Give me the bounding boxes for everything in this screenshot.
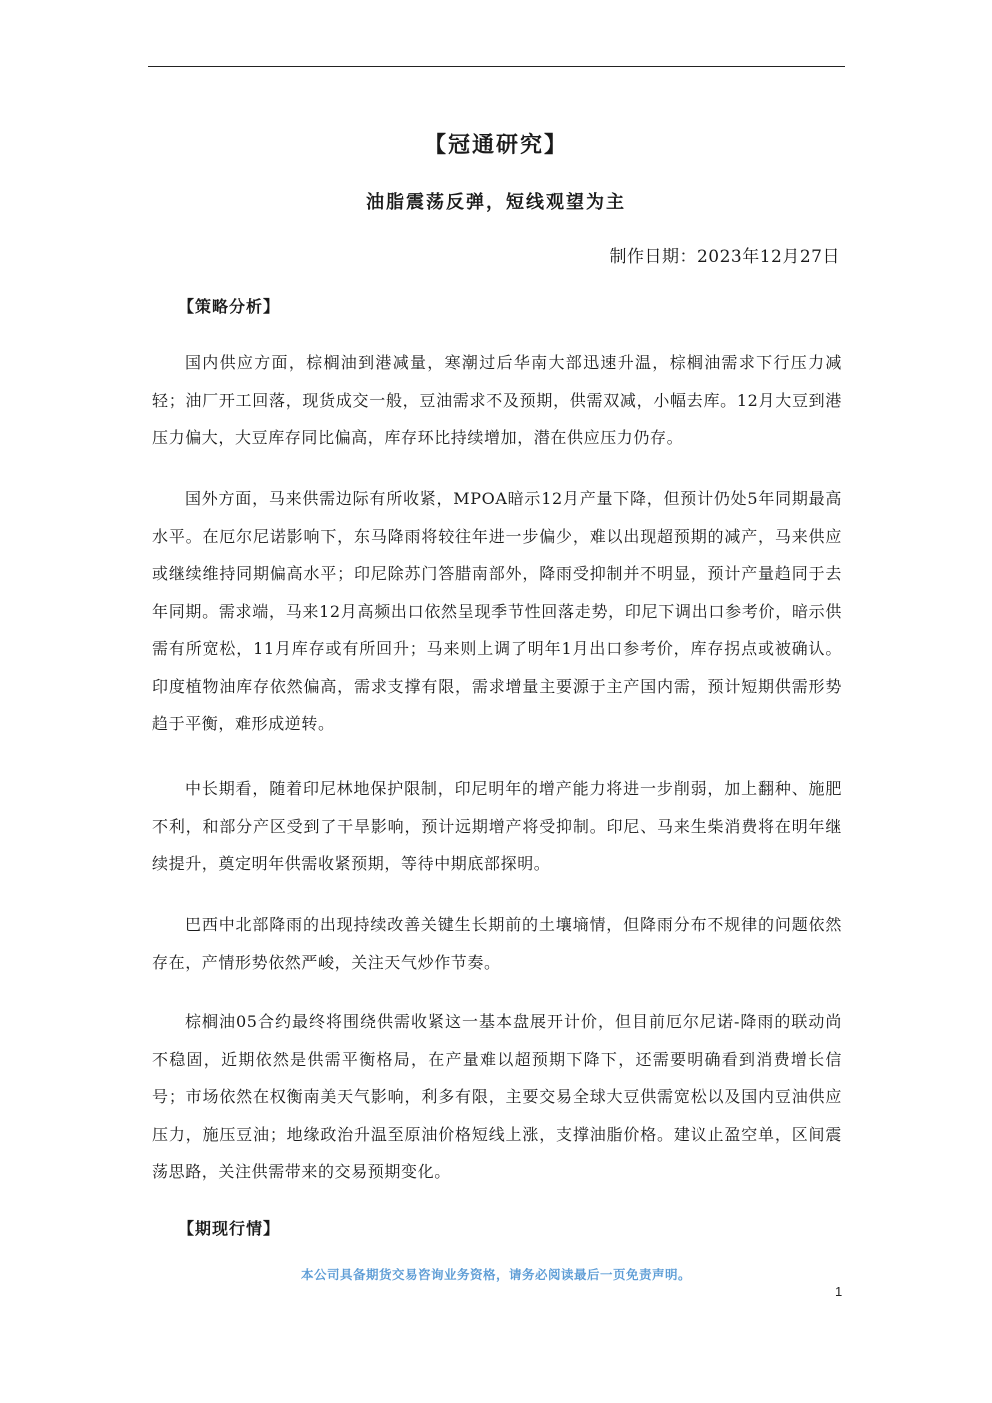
section-heading-strategy: 【策略分析】 xyxy=(178,297,281,316)
report-brand: 【冠通研究】 xyxy=(423,132,568,158)
paragraph-long-term: 中长期看，随着印尼林地保护限制，印尼明年的增产能力将进一步削弱，加上翻种、施肥不利，和部分产区受到了干旱影响，预计远期增产将受抑制。印尼、马来生柴消费将在明年继续提升，奠定明年供需收紧预期，等待中期底部探明。 xyxy=(152,779,842,873)
paragraph-domestic-supply: 国内供应方面，棕榈油到港减量，寒潮过后华南大部迅速升温，棕榈油需求下行压力减轻；油厂开工回落，现货成交一般，豆油需求不及预期，供需双减，小幅去库。12月大豆到港压力偏大，大豆库存同比偏高，库存环比持续增加，潜在供应压力仍存。 xyxy=(152,353,842,447)
paragraph-recommendation: 棕榈油05合约最终将围绕供需收紧这一基本盘展开计价，但目前厄尔尼诺-降雨的联动尚不稳固，近期依然是供需平衡格局，在产量难以超预期下降下，还需要明确看到消费增长信号；市场依然在权衡南美天气影响，利多有限，主要交易全球大豆供需宽松以及国内豆油供应压力，施压豆油；地缘政治升温至原油价格短线上涨，支撑油脂价格。建议止盈空单，区间震荡思路，关注供需带来的交易预期变化。 xyxy=(152,1012,842,1181)
header-rule xyxy=(148,66,845,67)
page-number: 1 xyxy=(835,1284,843,1299)
report-date: 制作日期：2023年12月27日 xyxy=(609,247,840,267)
section-heading-market: 【期现行情】 xyxy=(178,1219,281,1238)
report-title: 油脂震荡反弹，短线观望为主 xyxy=(366,192,626,213)
footer-disclaimer: 本公司具备期货交易咨询业务资格，请务必阅读最后一页免责声明。 xyxy=(300,1267,691,1282)
paragraph-brazil: 巴西中北部降雨的出现持续改善关键生长期前的土壤墒情，但降雨分布不规律的问题依然存在，产情形势依然严峻，关注天气炒作节奏。 xyxy=(152,915,842,972)
paragraph-overseas: 国外方面，马来供需边际有所收紧，MPOA暗示12月产量下降，但预计仍处5年同期最高水平。在厄尔尼诺影响下，东马降雨将较往年进一步偏少，难以出现超预期的减产，马来供应或继续维持同期偏高水平；印尼除苏门答腊南部外，降雨受抑制并不明显，预计产量趋同于去年同期。需求端，马来12月高频出口依然呈现季节性回落走势，印尼下调出口参考价，暗示供需有所宽松，11月库存或有所回升；马来则上调了明年1月出口参考价，库存拐点或被确认。印度植物油库存依然偏高，需求支撑有限，需求增量主要源于主产国内需，预计短期供需形势趋于平衡，难形成逆转。 xyxy=(152,489,842,733)
